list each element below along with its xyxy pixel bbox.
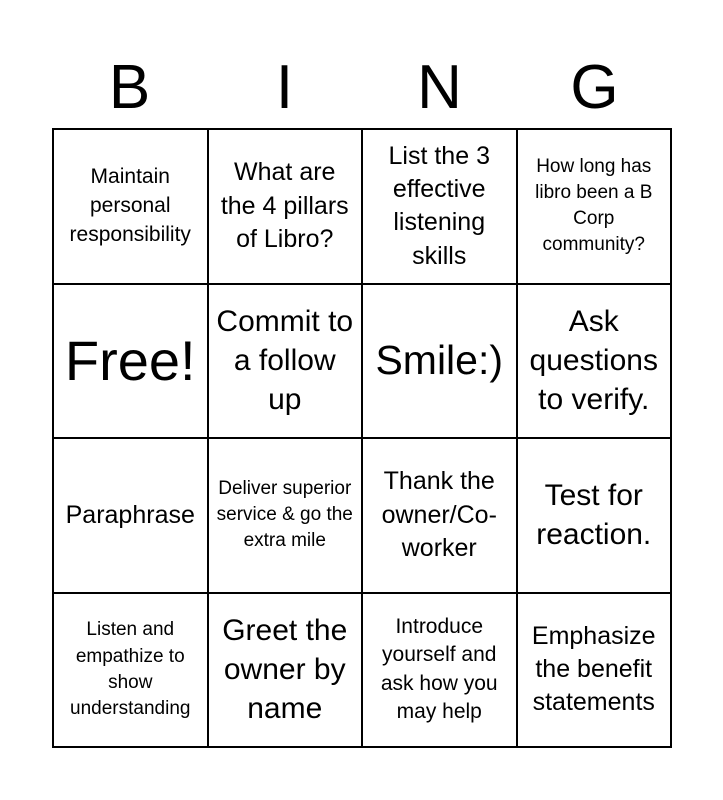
bingo-card-grid	[52, 128, 672, 748]
bingo-cell-text: Paraphrase	[65, 500, 195, 529]
bingo-cell-r4c1[interactable]	[54, 594, 209, 749]
bingo-cell-text: Free!	[64, 328, 196, 392]
bingo-cell-text: Ask questions to verify.	[529, 305, 658, 417]
bingo-cell-text: Commit to a follow up	[216, 305, 354, 417]
bingo-cell-r4c2[interactable]	[209, 594, 364, 749]
bingo-cell-text: Emphasize the benefit statements	[531, 621, 656, 717]
bingo-cell-text: How long has libro been a B Corp community?	[535, 155, 653, 256]
bingo-cell-text: Introduce yourself and ask how you may help	[380, 614, 498, 724]
bingo-cell-text: Thank the owner/Co-worker	[381, 467, 497, 562]
bingo-cell-text: Deliver superior service & go the extra mile	[216, 477, 353, 552]
header-letter-g: G	[570, 53, 619, 122]
bingo-cell-r1c4[interactable]	[518, 130, 673, 285]
bingo-cell-text: List the 3 effective listening skills	[388, 141, 490, 270]
bingo-cell-r3c2[interactable]	[209, 439, 364, 594]
bingo-cell-text: Maintain personal responsibility	[69, 165, 191, 246]
bingo-cell-r3c3[interactable]	[363, 439, 518, 594]
bingo-cell-text: Greet the owner by name	[222, 614, 348, 726]
bingo-cell-text: What are the 4 pillars of Libro?	[220, 158, 349, 253]
bingo-cell-r3c4[interactable]	[518, 439, 673, 594]
bingo-cell-r4c4[interactable]	[518, 594, 673, 749]
bingo-header	[52, 50, 672, 126]
header-letter-i: I	[275, 53, 294, 122]
header-letter-b: B	[108, 53, 151, 122]
bingo-cell-free[interactable]	[54, 285, 209, 440]
bingo-cell-r1c3[interactable]	[363, 130, 518, 285]
bingo-cell-r1c1[interactable]	[54, 130, 209, 285]
header-letter-n: N	[417, 53, 462, 122]
bingo-cell-r2c4[interactable]	[518, 285, 673, 440]
bingo-cell-r4c3[interactable]	[363, 594, 518, 749]
bingo-cell-text: Listen and empathize to show understanding	[70, 619, 191, 719]
bingo-cell-r1c2[interactable]	[209, 130, 364, 285]
bingo-cell-r3c1[interactable]	[54, 439, 209, 594]
bingo-cell-text: Test for reaction.	[536, 479, 652, 552]
bingo-cell-text: Smile:)	[375, 337, 504, 384]
bingo-cell-r2c2[interactable]	[209, 285, 364, 440]
bingo-cell-r2c3[interactable]	[363, 285, 518, 440]
